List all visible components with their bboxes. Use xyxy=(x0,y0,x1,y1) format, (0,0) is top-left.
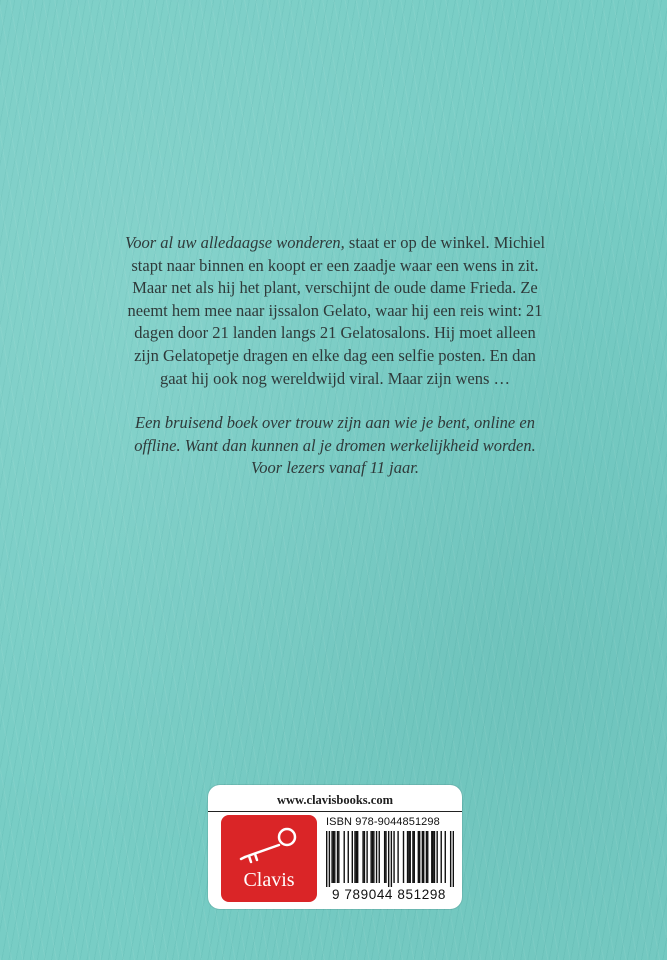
barcode-bar xyxy=(436,831,437,883)
blurb-paragraph-1-text: staat er op de winkel. Michiel stapt naar binnen en koopt er een zaadje waar een wens in zit. Maar net als hij het plant, verschijnt de oude dame Frieda. Ze neemt hem mee naar ijssalon Gelato, waar hij een reis wint: 21 dagen door 21 landen langs 21 Gelatosalons. Hij moet alleen zijn Gelatopetje dragen en elke dag een selfie posten. En dan gaat hij ook nog wereldwijd viral. Maar zijn wens … xyxy=(127,233,546,388)
isbn-digits: 9 789044 851298 xyxy=(331,887,447,902)
barcode-bar xyxy=(373,831,374,883)
barcode-bar xyxy=(362,831,363,883)
publisher-logo-text: Clavis xyxy=(243,869,295,891)
barcode-bar xyxy=(366,831,367,883)
barcode-bar xyxy=(410,831,411,883)
barcode-bar xyxy=(403,831,404,883)
barcode-bar xyxy=(393,831,394,883)
publisher-url[interactable]: www.clavisbooks.com xyxy=(277,793,393,807)
barcode-bar xyxy=(384,831,385,883)
barcode-bar xyxy=(352,831,353,883)
barcode-bar xyxy=(391,831,392,887)
blurb-paragraph-2: Een bruisend boek over trouw zijn aan wie je bent, online en offline. Want dan kunnen al je dromen werkelijkheid worden. Voor lezers vanaf 11 jaar. xyxy=(134,413,536,478)
isbn-label: ISBN 978-9044851298 xyxy=(326,816,440,828)
barcode-bar xyxy=(450,831,451,887)
barcode-bar xyxy=(423,831,424,883)
blurb-paragraph-1 xyxy=(120,232,550,390)
barcode-bar xyxy=(432,831,433,883)
barcode-bar xyxy=(326,831,327,887)
barcode-bar xyxy=(441,831,442,883)
barcode-bar xyxy=(388,831,389,887)
barcode-bar xyxy=(334,831,335,883)
barcode-bar xyxy=(329,831,330,887)
barcode-bar xyxy=(344,831,345,883)
barcode-bar xyxy=(427,831,428,883)
barcode-bar xyxy=(408,831,409,883)
barcode-bar xyxy=(337,831,338,883)
barcode-bar xyxy=(364,831,365,883)
barcode-bar xyxy=(338,831,339,883)
barcode-bar xyxy=(434,831,435,883)
barcode-bar xyxy=(385,831,386,883)
blurb xyxy=(120,232,550,480)
barcode-bar xyxy=(357,831,358,883)
barcode-bar xyxy=(426,831,427,883)
barcode-bar xyxy=(397,831,398,883)
key-icon xyxy=(235,823,303,867)
barcode-bar xyxy=(419,831,420,883)
barcode-bar xyxy=(453,831,454,887)
barcode-bar xyxy=(331,831,332,883)
barcode-bar xyxy=(333,831,334,883)
publisher-logo xyxy=(221,815,317,902)
divider xyxy=(208,811,462,812)
blurb-italic-lead: Voor al uw alledaagse wonderen, xyxy=(124,233,345,252)
barcode-bar xyxy=(370,831,371,883)
barcode-bar xyxy=(372,831,373,883)
barcode-bar xyxy=(407,831,408,883)
publisher-info-box xyxy=(208,785,462,909)
barcode-bar xyxy=(418,831,419,883)
barcode-bar xyxy=(412,831,413,883)
barcode-bar xyxy=(422,831,423,883)
barcode-bar xyxy=(354,831,355,883)
barcode-bar xyxy=(379,831,380,883)
barcode-bar xyxy=(414,831,415,883)
barcode-bar xyxy=(445,831,446,883)
barcode xyxy=(326,831,454,887)
barcode-bar xyxy=(431,831,432,883)
barcode-bar xyxy=(356,831,357,883)
barcode-bar xyxy=(376,831,377,883)
barcode-bar xyxy=(348,831,349,883)
